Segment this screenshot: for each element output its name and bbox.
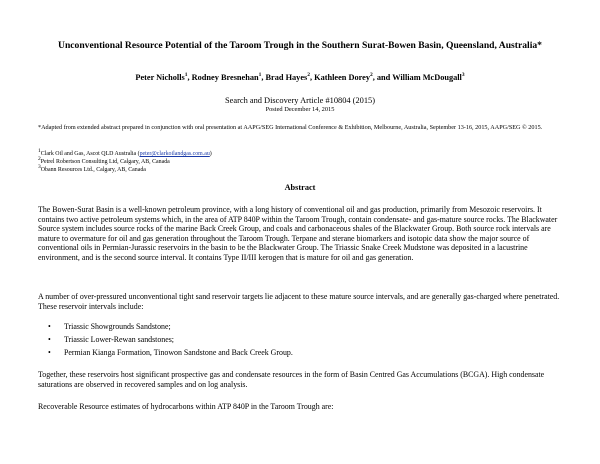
posted-date: Posted December 14, 2015 — [265, 106, 335, 113]
author: William McDougall$^3$ — [392, 72, 465, 82]
abstract-paragraph: Recoverable Resource estimates of hydrocarbons within ATP 840P in the Taroom Trough are: — [38, 402, 334, 411]
author: Rodney Bresnehan$^1$ — [191, 72, 262, 82]
list-item: • Triassic Lower-Rewan sandstones; — [48, 335, 175, 344]
abstract-paragraph: A number of over-pressured unconventional tight sand reservoir targets lie adjacent to these mature source intervals, and are generally gas-charged where penetrated. These reservoir intervals include: — [38, 292, 560, 311]
author: Peter Nicholls$^1$ — [135, 72, 188, 82]
bullet-icon: • — [48, 322, 51, 331]
affiliation: $^1$Clark Oil and Gas, Ascot QLD Australia (peter@clarkoilandgas.com.au) — [38, 148, 212, 157]
list-item: • Triassic Showgrounds Sandstone; — [48, 322, 171, 331]
adapted-note: *Adapted from extended abstract prepared in conjunction with oral presentation at AAPG/SEG International Conference & Exhibition, Melbourne, Australia, September 13-16, 2015, AAPG/SEG © 2015. — [38, 124, 543, 131]
affiliation: $^2$Petrel Robertson Consulting Ltd, Calgary, AB, Canada — [38, 156, 170, 165]
author-email-link[interactable]: peter@clarkoilandgas.com.au — [139, 151, 210, 157]
abstract-paragraph: The Bowen-Surat Basin is a well-known petroleum province, with a long history of conventional oil and gas production, primarily from Mesozoic reservoirs. It contains two active petroleum systems which, in the area of ATP 840P within the Taroom Trough, contain condensate- and gas-mature source rocks. The Blackwater Source system includes source rocks of the marine Back Creek Group, and coals and carbonaceous shales of the Blackwater Group. Both source rock intervals are mature to overmature for oil and gas generation throughout the Taroom Trough. Terpane and sterane biomarkers and isotopic data show the major source of conventional oils in Permian-Jurassic reservoirs in the basin to be the Blackwater Group. The Triassic Snake Creek Mudstone was deposited in a lacustrine environment, and is the second source interval. It contains Type II/III kerogen that is mature for oil and gas generation. — [38, 205, 558, 262]
author-list: Peter Nicholls$^1$, Rodney Bresnehan$^1$, Brad Hayes$^2$, Kathleen Dorey$^2$, and William McDougall$^3$ — [135, 72, 465, 82]
author: Brad Hayes$^2$ — [265, 72, 310, 82]
abstract-heading: Abstract — [284, 183, 316, 192]
list-item: • Permian Kianga Formation, Tinowon Sandstone and Back Creek Group. — [48, 348, 293, 357]
author: Kathleen Dorey$^2$ — [314, 72, 373, 82]
abstract-paragraph: Together, these reservoirs host significant prospective gas and condensate resources in the form of Basin Centred Gas Accumulations (BCGA). High condensate saturations are observed in recovered samples and on log analysis. — [38, 370, 545, 389]
affiliation: $^3$Obann Resources Ltd., Calgary, AB, Canada — [38, 164, 146, 173]
paper-title: Unconventional Resource Potential of the Taroom Trough in the Southern Surat-Bowen Basin, Queensland, Australia* — [58, 40, 542, 51]
bullet-icon: • — [48, 335, 51, 344]
article-number: Search and Discovery Article #10804 (2015) — [224, 96, 375, 105]
bullet-icon: • — [48, 348, 51, 357]
